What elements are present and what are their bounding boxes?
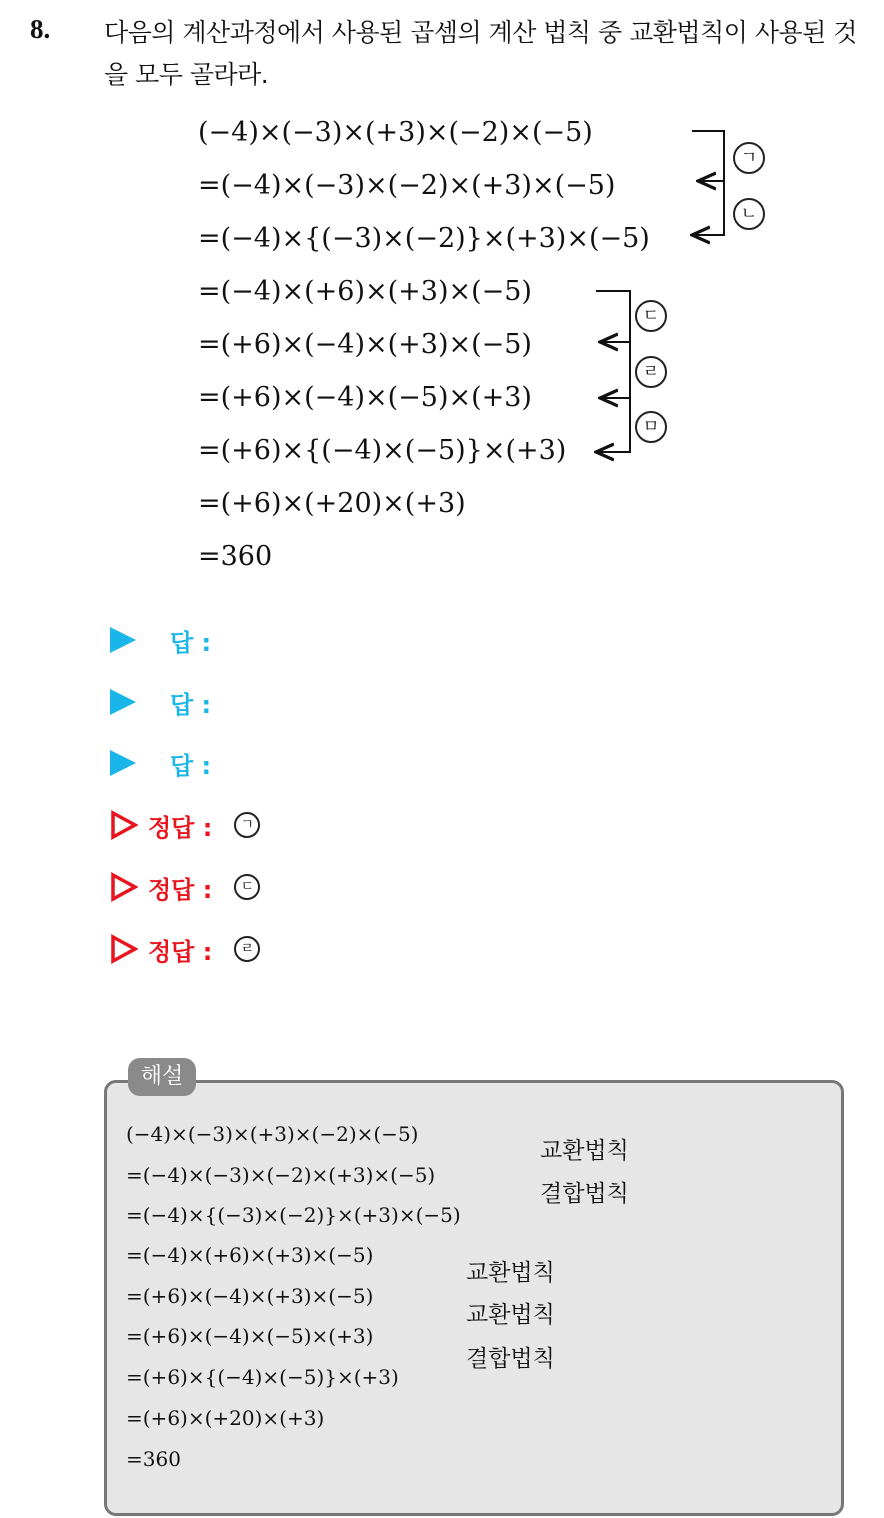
- law-note: 교환법칙: [466, 1302, 555, 1328]
- explanation-line: =(−4)×(+6)×(+3)×(−5): [126, 1243, 374, 1267]
- explanation-line: (−4)×(−3)×(+3)×(−2)×(−5): [126, 1122, 419, 1146]
- solution-label: 정답 :: [148, 937, 213, 966]
- equation-line: =(+6)×{(−4)×(−5)}×(+3): [198, 435, 567, 466]
- law-note: 결합법칙: [540, 1181, 629, 1207]
- explanation-line: =(+6)×{(−4)×(−5)}×(+3): [126, 1365, 399, 1389]
- play-triangle-icon: [110, 689, 136, 715]
- solution-label: 정답 :: [148, 813, 213, 842]
- solution-row: [110, 929, 260, 969]
- equation-line: (−4)×(−3)×(+3)×(−2)×(−5): [198, 117, 593, 148]
- answer-label: 답 :: [170, 690, 212, 719]
- answer-label: 답 :: [170, 751, 212, 780]
- play-triangle-icon: [110, 627, 136, 653]
- outline-triangle-icon: [110, 872, 138, 902]
- outline-triangle-icon: [110, 810, 138, 840]
- answer-row: [110, 743, 211, 783]
- answer-row: [110, 620, 211, 660]
- law-note: 교환법칙: [540, 1138, 629, 1164]
- step-marker: ㄴ: [733, 198, 765, 230]
- explanation-tab: 해설: [128, 1058, 196, 1096]
- explanation-line: =(+6)×(−4)×(+3)×(−5): [126, 1284, 374, 1308]
- law-note: 교환법칙: [466, 1260, 555, 1286]
- step-marker: ㄹ: [635, 356, 667, 388]
- equation-line: =(+6)×(+20)×(+3): [198, 488, 466, 519]
- explanation-line: =(+6)×(−4)×(−5)×(+3): [126, 1324, 374, 1348]
- answer-label: 답 :: [170, 628, 212, 657]
- solution-row: [110, 805, 260, 845]
- explanation-line: =(−4)×(−3)×(−2)×(+3)×(−5): [126, 1163, 436, 1187]
- outline-triangle-icon: [110, 934, 138, 964]
- equation-line: =360: [198, 541, 273, 572]
- solution-value: ㄹ: [234, 936, 260, 962]
- question-text: 다음의 계산과정에서 사용된 곱셈의 계산 법칙 중 교환법칙이 사용된 것을 모두 골라라.: [104, 18, 857, 89]
- solution-value: ㄱ: [234, 812, 260, 838]
- solution-value: ㄷ: [234, 874, 260, 900]
- equation-line: =(−4)×{(−3)×(−2)}×(+3)×(−5): [198, 223, 650, 254]
- equation-line: =(−4)×(−3)×(−2)×(+3)×(−5): [198, 170, 616, 201]
- answer-row: [110, 682, 211, 722]
- solution-label: 정답 :: [148, 875, 213, 904]
- law-note: 결합법칙: [466, 1346, 555, 1372]
- step-marker: ㄷ: [635, 300, 667, 332]
- equation-line: =(−4)×(+6)×(+3)×(−5): [198, 276, 532, 307]
- play-triangle-icon: [110, 750, 136, 776]
- solution-row: [110, 867, 260, 907]
- equation-line: =(+6)×(−4)×(+3)×(−5): [198, 329, 532, 360]
- step-marker: ㄱ: [733, 142, 765, 174]
- equation-line: =(+6)×(−4)×(−5)×(+3): [198, 382, 532, 413]
- explanation-line: =(+6)×(+20)×(+3): [126, 1406, 325, 1430]
- explanation-line: =360: [126, 1447, 181, 1471]
- step-marker: ㅁ: [635, 411, 667, 443]
- explanation-line: =(−4)×{(−3)×(−2)}×(+3)×(−5): [126, 1203, 461, 1227]
- question-number: 8.: [30, 14, 51, 44]
